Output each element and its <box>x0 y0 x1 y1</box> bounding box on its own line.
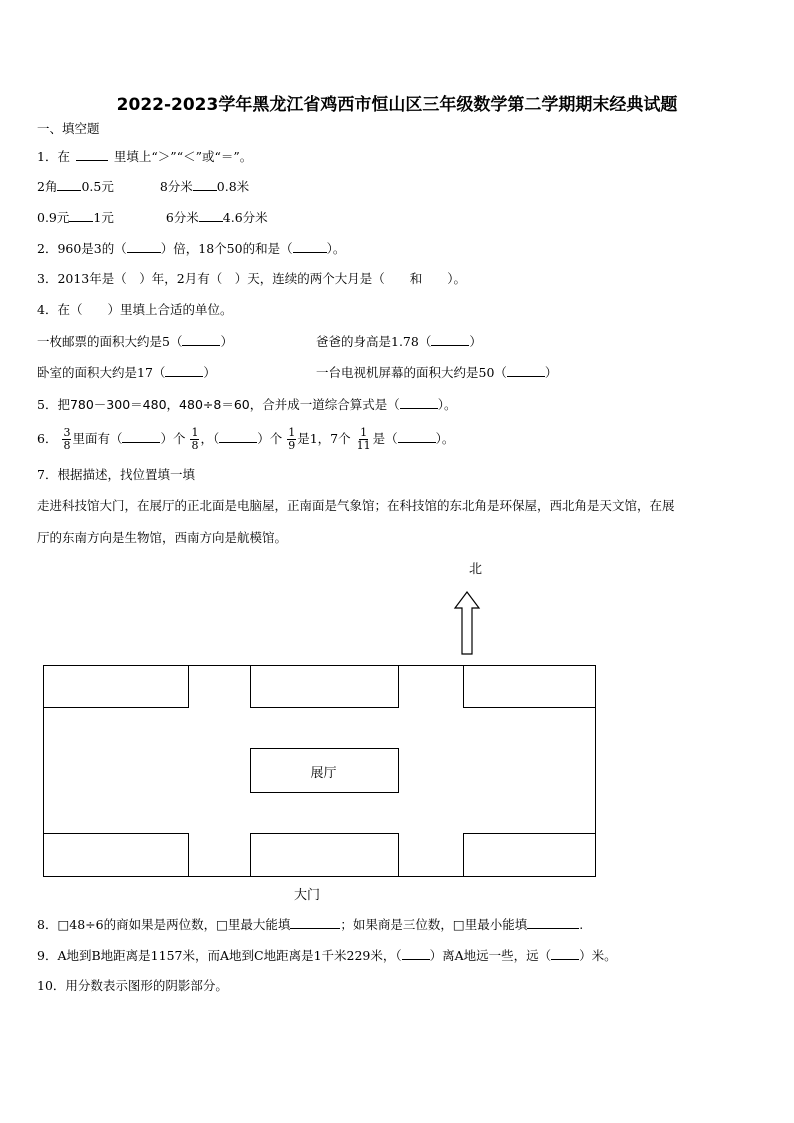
fraction-numerator: 1 <box>191 426 199 439</box>
q6-text: ）个 <box>160 431 186 446</box>
q1-suffix: 里填上“＞”“＜”或“＝”。 <box>113 149 253 164</box>
answer-blank[interactable] <box>76 148 108 161</box>
answer-blank[interactable] <box>57 178 81 191</box>
answer-blank[interactable] <box>193 178 217 191</box>
q1-item-left: 6分米 <box>165 210 199 225</box>
question-1 <box>37 148 252 165</box>
fraction-denominator: 11 <box>356 439 371 452</box>
question-7: 7．根据描述，找位置填一填 <box>37 467 195 482</box>
q2-text: 2．960是3的（ <box>37 241 127 256</box>
north-label: 北 <box>469 562 483 577</box>
q1-item-left: 0.9元 <box>37 210 70 225</box>
q2-text: ）。 <box>326 241 346 256</box>
answer-blank[interactable] <box>122 430 160 443</box>
q6-text: 6． <box>37 431 58 446</box>
answer-blank[interactable] <box>402 947 430 960</box>
gate-label: 大门 <box>294 888 321 903</box>
q4-text: 卧室的面积大约是17（ <box>37 365 166 380</box>
map-room-northeast[interactable] <box>463 665 596 708</box>
answer-blank[interactable] <box>199 209 223 222</box>
question-5 <box>37 396 457 413</box>
answer-blank[interactable] <box>398 430 436 443</box>
q4-item-tv <box>316 364 557 381</box>
q4-text: ） <box>469 334 482 349</box>
fraction <box>62 427 71 452</box>
question-9 <box>37 947 617 964</box>
q7-description-line-1: 走进科技馆大门，在展厅的正北面是电脑屋，正南面是气象馆；在科技馆的东北角是环保屋，西北角是天文馆，在展 <box>37 498 675 513</box>
q6-text: ，（ <box>200 431 220 446</box>
fraction-numerator: 3 <box>63 426 71 439</box>
fraction-numerator: 1 <box>288 426 296 439</box>
q4-text: ） <box>220 334 233 349</box>
q1-item-right: 4.6分米 <box>222 210 268 225</box>
q2-text: ）倍，18个50的和是（ <box>160 241 293 256</box>
q1-prefix: 1．在 <box>37 149 70 164</box>
q8-text: ；如果商是三位数，□里最小能填 <box>340 917 528 932</box>
north-arrow-icon <box>452 590 482 656</box>
fraction-numerator: 1 <box>360 426 368 439</box>
q6-text: ）个 <box>257 431 283 446</box>
question-4: 4．在（ ）里填上合适的单位。 <box>37 302 233 317</box>
q5-text: ）。 <box>437 397 457 412</box>
q4-text: 一枚邮票的面积大约是5（ <box>37 334 183 349</box>
answer-blank[interactable] <box>507 364 545 377</box>
fraction <box>190 427 199 452</box>
q8-text: . <box>579 917 584 932</box>
q1-row-2 <box>37 209 268 226</box>
q1-item-right: 0.5元 <box>81 179 114 194</box>
q4-text: ） <box>203 365 216 380</box>
map-room-south[interactable] <box>250 833 399 877</box>
question-3: 3．2013年是（ ）年，2月有（ ）天，连续的两个大月是（ 和 ）。 <box>37 271 466 286</box>
q6-text: 是1，7个 <box>297 431 351 446</box>
question-6 <box>37 424 454 454</box>
q4-item-bedroom <box>37 364 216 381</box>
answer-blank[interactable] <box>165 364 203 377</box>
answer-blank[interactable] <box>219 430 257 443</box>
q9-text: ）米。 <box>579 948 617 963</box>
answer-blank[interactable] <box>290 916 340 929</box>
q4-text: 爸爸的身高是1.78（ <box>316 334 432 349</box>
q4-text: ） <box>544 365 558 380</box>
answer-blank[interactable] <box>527 916 579 929</box>
answer-blank[interactable] <box>431 333 469 346</box>
q4-item-stamp <box>37 333 233 350</box>
q5-equation: 480÷8＝60 <box>179 397 250 412</box>
q1-row-1 <box>37 178 249 195</box>
map-room-southwest[interactable] <box>43 833 189 877</box>
q8-text: 8．□48÷6的商如果是两位数，□里最大能填 <box>37 917 291 932</box>
q1-item-left: 2角 <box>37 179 58 194</box>
page-title: 2022-2023学年黑龙江省鸡西市恒山区三年级数学第二学期期末经典试题 <box>116 95 678 115</box>
fraction <box>356 427 372 452</box>
q1-item-left: 8分米 <box>159 179 193 194</box>
answer-blank[interactable] <box>293 240 327 253</box>
fraction <box>287 427 296 452</box>
map-room-north[interactable] <box>250 665 399 708</box>
q5-text: 5．把 <box>37 397 70 412</box>
q9-text: ）离A地远一些，远（ <box>429 948 552 963</box>
section-heading: 一、填空题 <box>37 121 100 136</box>
map-room-northwest[interactable] <box>43 665 189 708</box>
q6-text: ）。 <box>435 431 455 446</box>
q4-item-height <box>316 333 482 350</box>
question-2 <box>37 240 345 257</box>
q5-equation: 780－300＝480 <box>69 397 167 412</box>
answer-blank[interactable] <box>69 209 93 222</box>
exhibition-hall-label: 展厅 <box>310 766 337 781</box>
q1-item-right: 0.8米 <box>216 179 250 194</box>
question-8 <box>37 916 583 933</box>
q6-text: 是（ <box>372 431 398 446</box>
answer-blank[interactable] <box>127 240 161 253</box>
q5-text: ，合并成一道综合算式是（ <box>249 397 400 412</box>
fraction-denominator: 8 <box>191 439 199 452</box>
fraction-denominator: 9 <box>288 439 296 452</box>
answer-blank[interactable] <box>182 333 220 346</box>
q1-item-right: 1元 <box>93 210 114 225</box>
q4-text: 一台电视机屏幕的面积大约是50（ <box>316 365 507 380</box>
map-room-southeast[interactable] <box>463 833 596 877</box>
q7-description-line-2: 厅的东南方向是生物馆，西南方向是航模馆。 <box>37 530 288 545</box>
q9-text: 9．A地到B地距离是1157米，而A地到C地距离是1千米229米，（ <box>37 948 402 963</box>
question-10: 10．用分数表示图形的阴影部分。 <box>37 978 228 993</box>
q6-text: 里面有（ <box>72 431 123 446</box>
q5-text: ， <box>166 397 180 412</box>
fraction-denominator: 8 <box>63 439 71 452</box>
answer-blank[interactable] <box>551 947 579 960</box>
answer-blank[interactable] <box>400 396 438 409</box>
